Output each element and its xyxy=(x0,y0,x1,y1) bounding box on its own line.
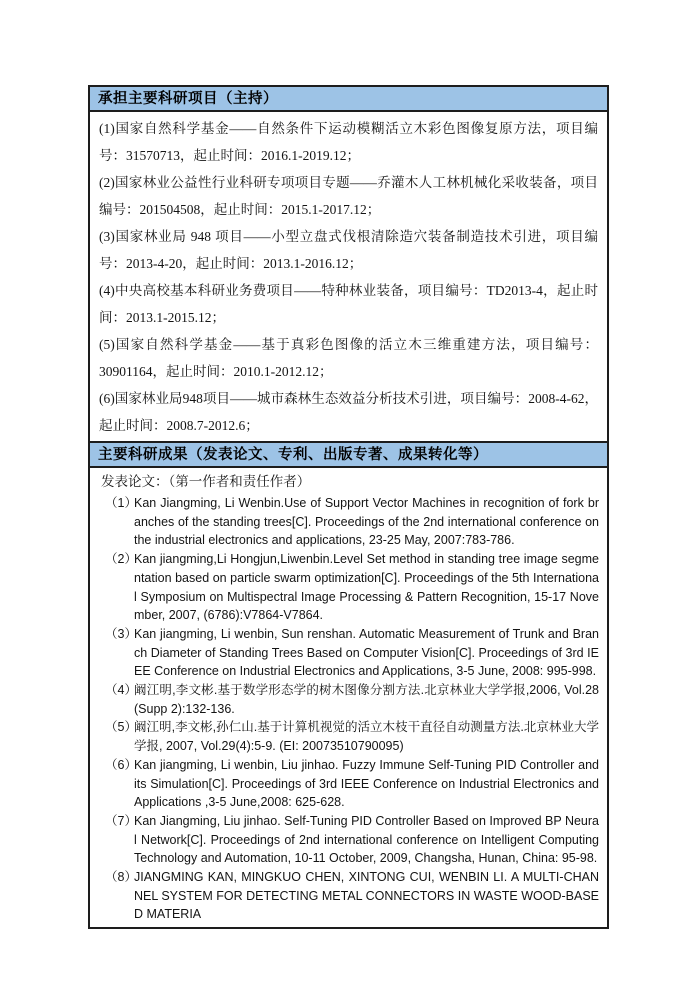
publication-item xyxy=(101,494,599,550)
project-item: (3)国家林业局 948 项目——小型立盘式伐根清除造穴装备制造技术引进，项目编号：2013-4-20，起止时间：2013.1-2016.12； xyxy=(99,229,598,271)
section2-title: 主要科研成果（发表论文、专利、出版专著、成果转化等） xyxy=(98,447,488,463)
publication-item xyxy=(101,812,599,868)
section1-title: 承担主要科研项目（主持） xyxy=(98,91,278,107)
publication-item xyxy=(101,625,599,681)
publication-text: Kan jiangming,Li Hongjun,Liwenbin.Level Set method in standing tree image segmentation based on particle swarm optimization[C]. Proceedings of the 5th International Symposium on Multispectral Image Processing & Pattern Recognition, 15-17 November, 2007, (6786):V7864-V7864. xyxy=(134,552,599,623)
project-item: (5)国家自然科学基金——基于真彩色图像的活立木三维重建方法，项目编号：30901164，起止时间：2010.1-2012.12； xyxy=(99,337,598,379)
publication-number: （2） xyxy=(105,552,137,567)
publication-item xyxy=(101,718,599,755)
publication-text: Kan jiangming, Li wenbin, Sun renshan. Automatic Measurement of Trunk and Branch Diameter of Standing Trees Based on Computer Vision[C]. Proceedings of 3rd IEEE Conference on Industrial Electronics and Applications, 3-5 June, 2008: 995-998. xyxy=(134,626,599,679)
publication-text: JIANGMING KAN, MINGKUO CHEN, XINTONG CUI, WENBIN LI. A MULTI-CHANNEL SYSTEM FOR DETECTING METAL CONNECTORS IN WASTE WOOD-BASED MATERIA xyxy=(134,870,599,922)
project-item: (4)中央高校基本科研业务费项目——特种林业装备，项目编号：TD2013-4，起止时间：2013.1-2015.12； xyxy=(99,283,598,325)
section2-body xyxy=(90,468,607,927)
publications-subtitle: 发表论文：（第一作者和责任作者） xyxy=(101,474,311,489)
publication-number: （8） xyxy=(105,870,137,885)
project-item: (6)国家林业局948项目——城市森林生态效益分析技术引进，项目编号：2008-4-62，起止时间：2008.7-2012.6； xyxy=(99,391,598,433)
publication-text: Kan jiangming, Li wenbin, Liu jinhao. Fuzzy Immune Self-Tuning PID Controller and its Simulation[C]. Proceedings of 3rd IEEE Conference on Industrial Electronics and Applications ,3-5 June,2008: 625-628. xyxy=(134,757,599,810)
publication-text: 阚江明,李文彬,孙仁山.基于计算机视觉的活立木枝干直径自动测量方法.北京林业大学学报, 2007, Vol.29(4):5-9. (EI: 20073510790095) xyxy=(134,720,599,754)
publication-number: （4） xyxy=(105,683,137,698)
publication-text: Kan Jiangming, Liu jinhao. Self-Tuning PID Controller Based on Improved BP Neural Network[C]. Proceedings of 2nd international conference on Intelligent Computing Technology and Automation, 10-11 October, 2009, Changsha, Hunan, China: 95-98. xyxy=(134,813,599,866)
publication-item xyxy=(101,756,599,812)
publication-text: Kan Jiangming, Li Wenbin.Use of Support Vector Machines in recognition of fork branches of the standing trees[C]. Proceedings of the 2nd international conference on the industrial electronics and applications, 23-25 May, 2007:783-786. xyxy=(134,496,599,548)
section1-header xyxy=(90,87,607,112)
section1-body xyxy=(90,112,607,441)
publication-number: （5） xyxy=(105,720,137,735)
publication-number: （1） xyxy=(105,496,137,510)
project-item: (2)国家林业公益性行业科研专项项目专题——乔灌木人工林机械化采收装备，项目编号：201504508，起止时间：2015.1-2017.12； xyxy=(99,175,598,217)
publication-text: 阚江明,李文彬.基于数学形态学的树木图像分割方法.北京林业大学学报,2006, Vol.28(Supp 2):132-136. xyxy=(134,683,599,716)
publication-number: （6） xyxy=(105,757,137,772)
publication-item xyxy=(101,681,599,718)
publication-number: （3） xyxy=(105,626,137,641)
publication-item xyxy=(101,550,599,625)
publication-item xyxy=(101,868,599,924)
cv-table xyxy=(88,85,609,929)
project-item: (1)国家自然科学基金——自然条件下运动模糊活立木彩色图像复原方法，项目编号：31570713，起止时间：2016.1-2019.12； xyxy=(99,121,598,163)
section2-header xyxy=(90,441,607,468)
publication-number: （7） xyxy=(105,813,137,828)
